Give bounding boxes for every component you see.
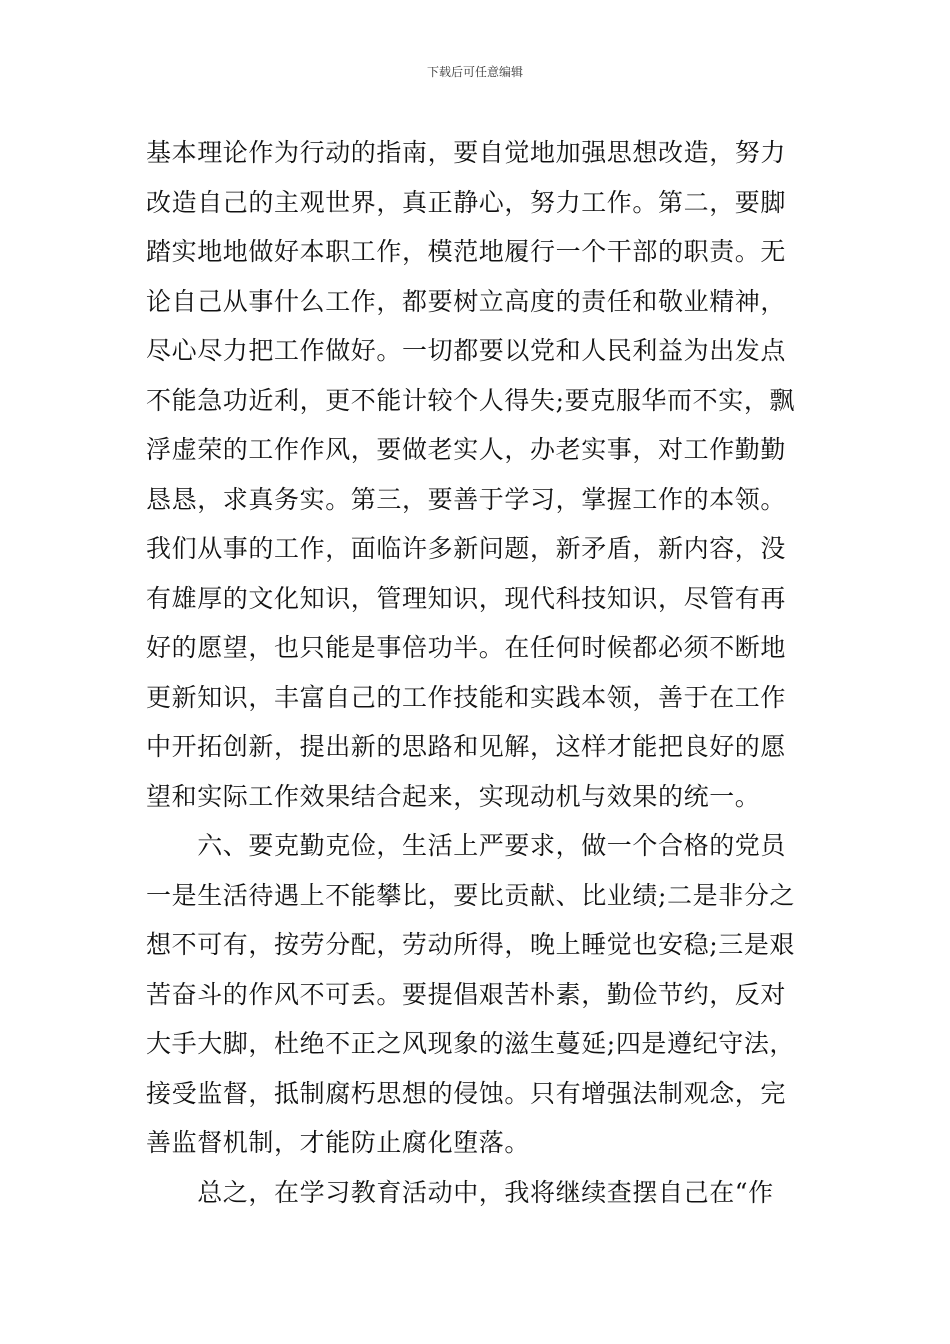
text-line: 尽心尽力把工作做好。一切都要以党和人民利益为出发点: [146, 336, 787, 365]
text-line: 中开拓创新，提出新的思路和见解，这样才能把良好的愿: [146, 732, 787, 761]
text-line: 六、要克勤克俭，生活上严要求，做一个合格的党员: [146, 831, 787, 860]
text-line: 基本理论作为行动的指南，要自觉地加强思想改造，努力: [146, 138, 787, 167]
text-line: 苦奋斗的作风不可丢。要提倡艰苦朴素，勤俭节约，反对: [146, 979, 787, 1009]
text-line: 一是生活待遇上不能攀比，要比贡献、比业绩;二是非分之: [146, 880, 796, 910]
text-line: 改造自己的主观世界，真正静心，努力工作。第二，要脚: [146, 187, 787, 217]
text-line: 好的愿望，也只能是事倍功半。在任何时候都必须不断地: [146, 633, 787, 662]
page-header: 下载后可任意编辑: [426, 65, 523, 79]
text-line: 论自己从事什么工作，都要树立高度的责任和敬业精神，: [146, 286, 787, 316]
text-line: 总之，在学习教育活动中，我将继续查摆自己在“作: [146, 1177, 774, 1207]
text-line: 踏实地地做好本职工作，模范地履行一个干部的职责。无: [146, 237, 787, 266]
text-line: 有雄厚的文化知识，管理知识，现代科技知识，尽管有再: [146, 583, 787, 613]
document-body: [146, 128, 810, 1217]
text-line: 善监督机制，才能防止腐化堕落。: [146, 1128, 531, 1157]
text-line: 大手大脚，杜绝不正之风现象的滋生蔓延;四是遵纪守法，: [146, 1029, 796, 1058]
text-line: 浮虚荣的工作作风，要做老实人，办老实事，对工作勤勤: [146, 435, 787, 464]
text-line: 恳恳，求真务实。第三，要善于学习，掌握工作的本领。: [146, 484, 787, 514]
text-line: 我们从事的工作，面临许多新问题，新矛盾，新内容，没: [146, 534, 787, 563]
text-line: 更新知识，丰富自己的工作技能和实践本领，善于在工作: [146, 682, 787, 712]
text-line: 接受监督，抵制腐朽思想的侵蚀。只有增强法制观念，完: [146, 1078, 787, 1108]
text-line: 不能急功近利，更不能计较个人得失;要克服华而不实，飘: [146, 385, 796, 415]
text-line: 想不可有，按劳分配，劳动所得，晚上睡觉也安稳;三是艰: [146, 930, 796, 959]
text-line: 望和实际工作效果结合起来，实现动机与效果的统一。: [146, 781, 761, 811]
